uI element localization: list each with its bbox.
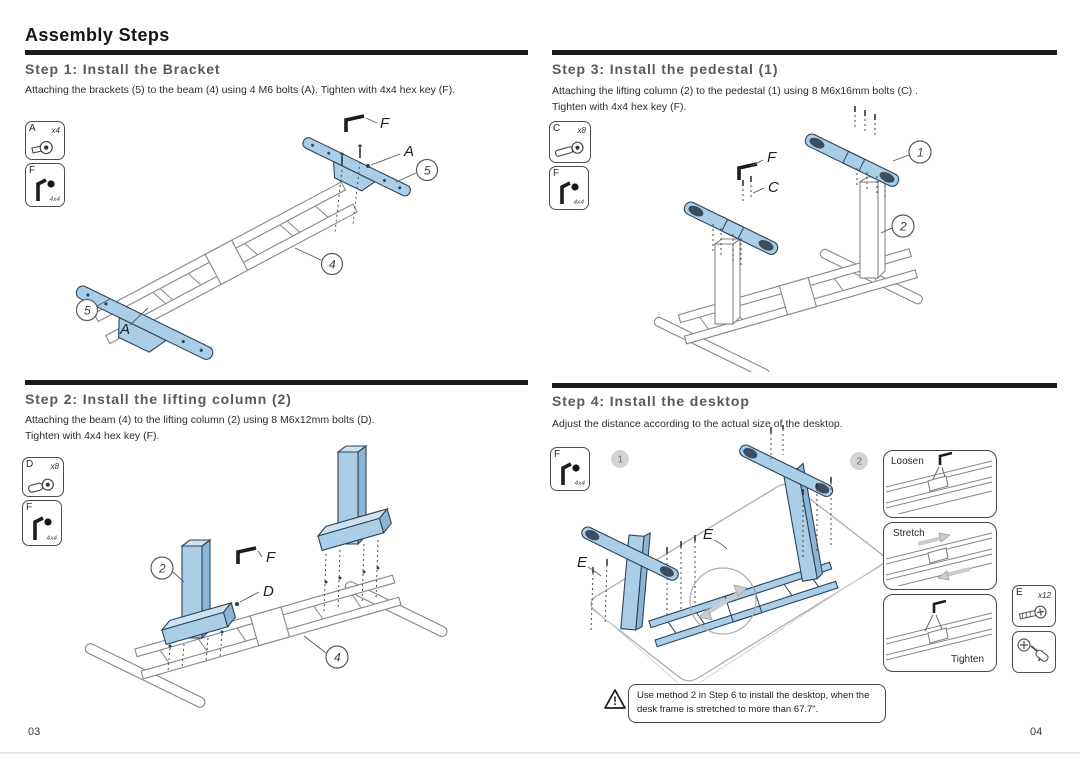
- page-number-right: 04: [1030, 726, 1043, 738]
- hex-key-glyph: [739, 164, 757, 180]
- hardware-part-letter: A: [29, 123, 36, 134]
- footer-rule: [0, 752, 1080, 754]
- pedestal-right: [803, 132, 900, 188]
- panel-tighten: [883, 594, 997, 672]
- step4-title: Step 4: Install the desktop: [552, 393, 750, 409]
- hardware-qty: x8: [50, 462, 59, 471]
- step4-note: Use method 2 in Step 6 to install the desktop, when the desk frame is stretched to more than 67.7".: [628, 684, 886, 723]
- svg-text:1: 1: [617, 454, 624, 466]
- loosen-diagram: [884, 451, 994, 514]
- hexkey-size: 4x4: [574, 480, 585, 487]
- lifting-column-right: [316, 446, 393, 550]
- hardware-part-letter: E: [1016, 587, 1023, 598]
- step4-description: Adjust the distance according to the actual size of the desktop.: [552, 418, 843, 430]
- step1-title: Step 1: Install the Bracket: [25, 61, 221, 77]
- hardware-part-letter: F: [554, 449, 561, 460]
- label-a2: A: [120, 321, 131, 338]
- label-d: D: [263, 583, 274, 600]
- label-a: A: [404, 143, 415, 160]
- step4-diagram: [555, 425, 895, 705]
- svg-text:5: 5: [424, 163, 431, 178]
- hex-key-glyph: [940, 453, 952, 465]
- screw-icon: [1015, 600, 1053, 624]
- step2-desc-line2: Tighten with 4x4 hex key (F).: [25, 430, 160, 443]
- step4-hardware-box-screwdriver: [1012, 631, 1056, 673]
- svg-text:!: !: [613, 694, 617, 708]
- screwdriver-icon: [1013, 632, 1053, 670]
- hardware-part-letter: F: [29, 165, 36, 176]
- column-right: [860, 177, 885, 278]
- hardware-qty: x4: [51, 126, 60, 135]
- svg-text:2: 2: [159, 561, 166, 576]
- page-number-left: 03: [28, 726, 41, 738]
- step3-desc-line2: Tighten with 4x4 hex key (F).: [552, 101, 687, 114]
- panel-stretch: [883, 522, 997, 590]
- header-rule-left: [25, 50, 528, 55]
- label-f: F: [266, 549, 276, 566]
- panel-loosen: [883, 450, 997, 518]
- panel-label-stretch: Stretch: [893, 528, 925, 539]
- hardware-part-letter: C: [553, 123, 561, 134]
- label-e1: E: [577, 554, 588, 571]
- hex-key-glyph: [346, 116, 364, 132]
- label-f: F: [767, 149, 777, 166]
- hardware-qty: x12: [1038, 591, 1051, 600]
- svg-text:4: 4: [334, 650, 341, 665]
- hex-key-glyph: [238, 548, 256, 564]
- hardware-part-letter: D: [26, 459, 34, 470]
- hexkey-size: 4x4: [573, 199, 584, 206]
- step2-desc-line1: Attaching the beam (4) to the lifting column (2) using 8 M6x12mm bolts (D).: [25, 414, 375, 426]
- tighten-diagram: [884, 595, 994, 668]
- svg-text:2: 2: [900, 219, 907, 234]
- hardware-qty: x8: [577, 126, 586, 135]
- hex-key-glyph: [934, 601, 946, 613]
- step1-description: Attaching the brackets (5) to the beam (4) using 4 M6 bolts (A). Tighten with 4x4 hex key (F).: [25, 84, 456, 96]
- step2-diagram: [30, 432, 535, 730]
- svg-text:1: 1: [917, 145, 924, 160]
- step3-title: Step 3: Install the pedestal (1): [552, 61, 779, 77]
- header-rule-right: [552, 50, 1057, 55]
- step3-desc-line1: Attaching the lifting column (2) to the pedestal (1) using 8 M6x16mm bolts (C) .: [552, 85, 918, 97]
- label-c: C: [768, 179, 779, 196]
- panel-label-tighten: Tighten: [951, 654, 984, 665]
- step2-rule: [25, 380, 528, 385]
- step3-diagram: [555, 106, 1075, 372]
- warning-icon: [604, 688, 628, 712]
- column-left: [715, 239, 740, 324]
- label-f: F: [380, 115, 390, 132]
- hexkey-size: 4x4: [49, 196, 60, 203]
- step4-hardware-box-screw: [1012, 585, 1056, 627]
- svg-text:4: 4: [329, 257, 336, 272]
- svg-text:5: 5: [84, 303, 91, 318]
- page-title: Assembly Steps: [25, 25, 170, 45]
- label-e2: E: [703, 526, 714, 543]
- hardware-part-letter: F: [26, 502, 33, 513]
- svg-text:2: 2: [856, 456, 863, 468]
- hexkey-size: 4x4: [46, 535, 57, 542]
- stretch-diagram: [884, 523, 994, 586]
- step4-rule: [552, 383, 1057, 388]
- step2-title: Step 2: Install the lifting column (2): [25, 391, 292, 407]
- panel-label-loosen: Loosen: [891, 456, 924, 467]
- step1-diagram: [30, 106, 535, 372]
- hardware-part-letter: F: [553, 168, 560, 179]
